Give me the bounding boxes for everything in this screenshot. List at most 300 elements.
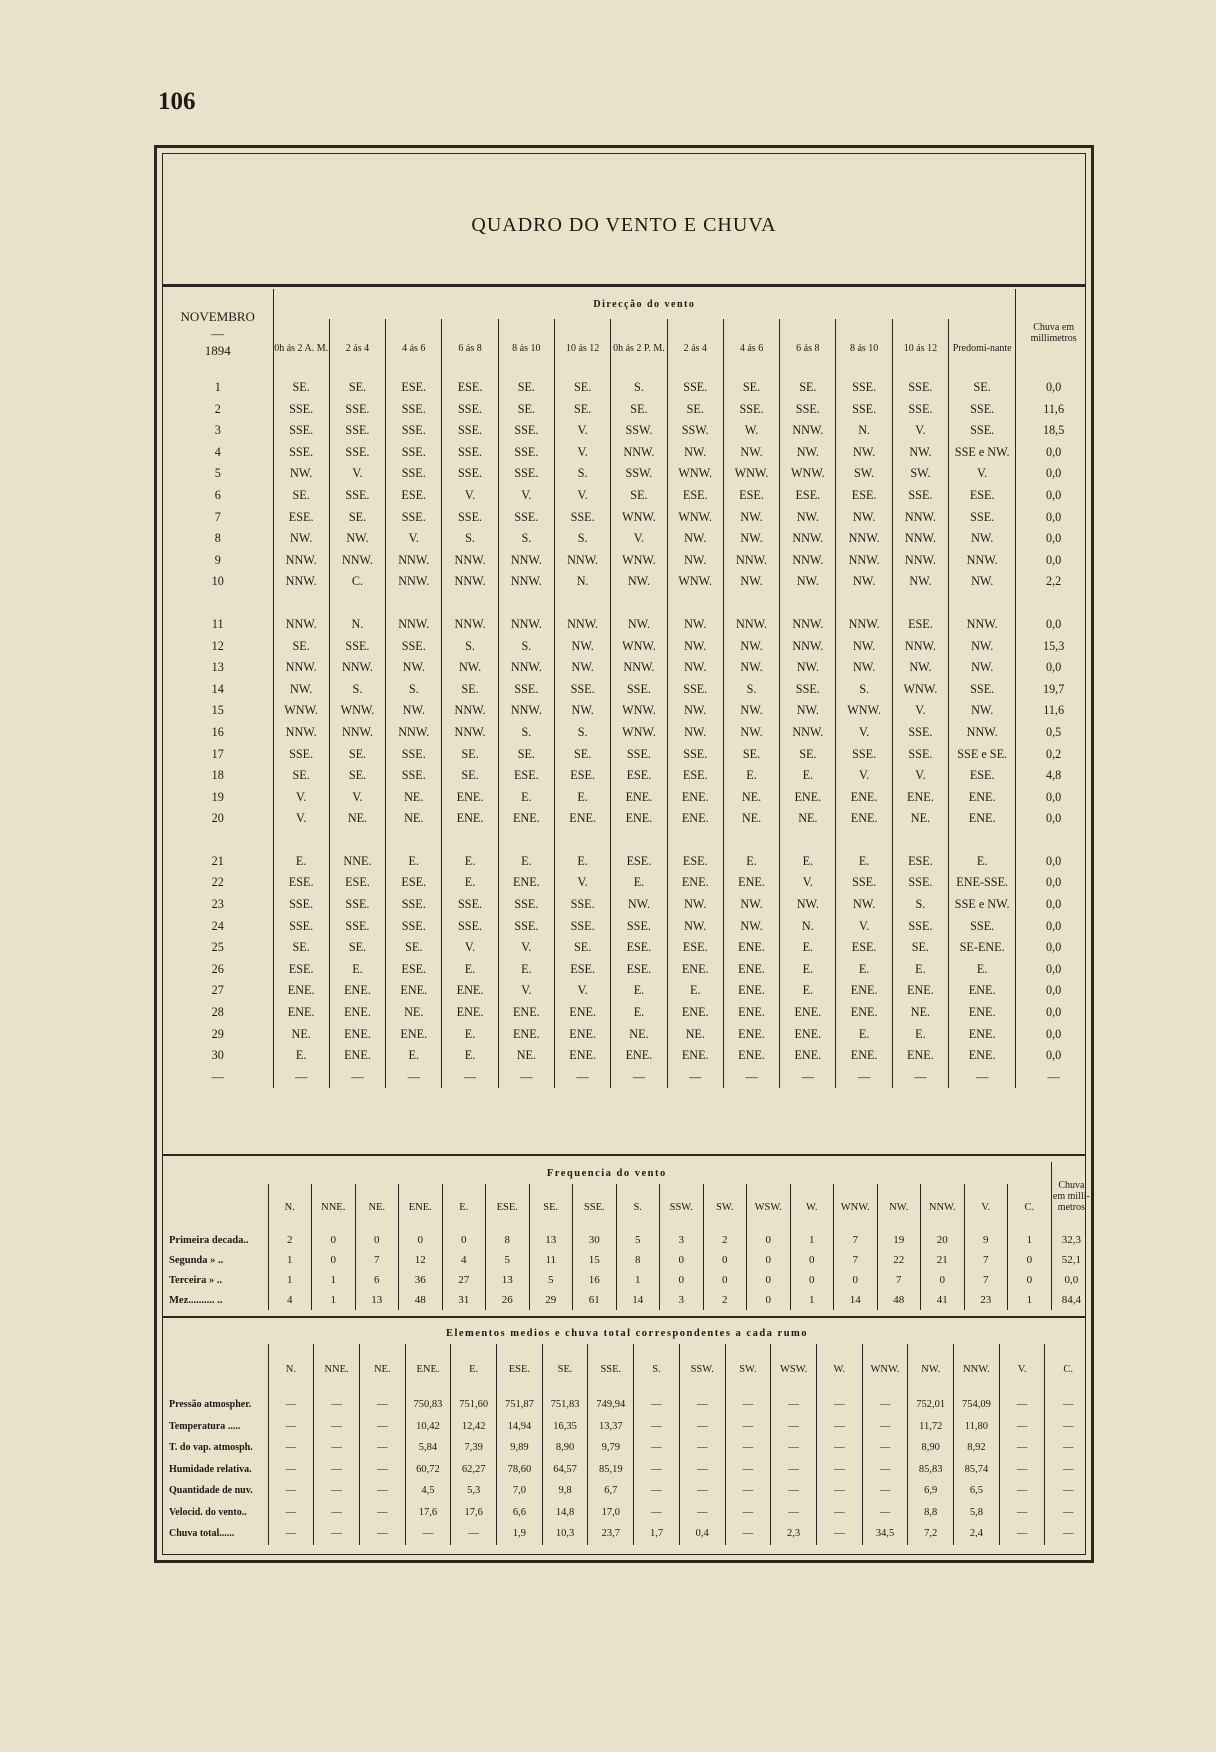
- frequency-cell: 12: [399, 1250, 443, 1270]
- wind-cell: NNW.: [723, 550, 779, 572]
- frequency-cell: 15: [573, 1250, 617, 1270]
- spacer-cell: [892, 593, 948, 614]
- wind-cell: NNE.: [329, 851, 385, 873]
- wind-cell: SE.: [667, 399, 723, 421]
- frequency-cell: 1: [268, 1250, 312, 1270]
- wind-cell: V.: [892, 765, 948, 787]
- wind-cell: NNW.: [386, 722, 442, 744]
- day-cell: 19: [163, 787, 273, 809]
- elements-cell: 10,3: [542, 1523, 588, 1545]
- day-cell: 21: [163, 851, 273, 873]
- wind-cell: SSE.: [386, 442, 442, 464]
- day-cell: 7: [163, 507, 273, 529]
- day-cell: 23: [163, 894, 273, 916]
- predominant-cell: ENE.: [949, 1045, 1016, 1067]
- predominant-cell: SSE e SE.: [949, 744, 1016, 766]
- wind-cell: NNW.: [442, 571, 498, 593]
- wind-cell: ESE.: [273, 959, 329, 981]
- elements-cell: 60,72: [405, 1459, 451, 1481]
- wind-cell: ESE.: [555, 959, 611, 981]
- rain-cell: 19,7: [1016, 679, 1091, 701]
- frequency-cell: 7: [964, 1270, 1008, 1290]
- frequency-cell: 1: [790, 1290, 834, 1310]
- elements-cell: —: [999, 1437, 1045, 1459]
- wind-cell: ENE.: [667, 1002, 723, 1024]
- elements-cell: —: [725, 1459, 771, 1481]
- frequency-direction-header: NNW.: [921, 1184, 965, 1230]
- wind-cell: SSE.: [386, 507, 442, 529]
- frequency-cell: 0: [747, 1270, 791, 1290]
- wind-cell: ENE.: [273, 980, 329, 1002]
- day-cell: 18: [163, 765, 273, 787]
- day-cell: 8: [163, 528, 273, 550]
- wind-cell: NW.: [723, 636, 779, 658]
- frequency-direction-header: SSE.: [573, 1184, 617, 1230]
- wind-cell: E.: [555, 851, 611, 873]
- wind-cell: SE.: [555, 744, 611, 766]
- wind-cell: N.: [836, 420, 892, 442]
- rain-cell: 0,0: [1016, 485, 1091, 507]
- predominant-cell: SSE e NW.: [949, 894, 1016, 916]
- rain-cell: 0,0: [1016, 980, 1091, 1002]
- wind-cell: WNW.: [611, 636, 667, 658]
- frequency-cell: 0: [834, 1270, 878, 1290]
- elements-cell: —: [999, 1394, 1045, 1416]
- wind-cell: V.: [836, 722, 892, 744]
- wind-cell: ENE.: [723, 937, 779, 959]
- frequency-cell: 0: [790, 1250, 834, 1270]
- wind-cell: SSE.: [273, 442, 329, 464]
- page-number: 106: [158, 88, 196, 115]
- day-cell: 28: [163, 1002, 273, 1024]
- elements-cell: —: [816, 1416, 862, 1438]
- day-cell: 6: [163, 485, 273, 507]
- elements-cell: —: [862, 1502, 908, 1524]
- wind-cell: S.: [386, 679, 442, 701]
- wind-cell: NW.: [723, 916, 779, 938]
- elements-cell: —: [816, 1523, 862, 1545]
- wind-cell: ENE.: [836, 787, 892, 809]
- wind-cell: ENE.: [836, 1002, 892, 1024]
- wind-cell: ESE.: [667, 937, 723, 959]
- wind-cell: SE.: [892, 937, 948, 959]
- wind-cell: WNW.: [329, 700, 385, 722]
- day-cell: 17: [163, 744, 273, 766]
- wind-cell: SSE.: [836, 399, 892, 421]
- elements-cell: —: [816, 1502, 862, 1524]
- wind-cell: WNW.: [836, 700, 892, 722]
- frequency-cell: 13: [529, 1230, 573, 1250]
- row-label: Humidade relativa.: [169, 1463, 252, 1475]
- frequency-cell: 2: [703, 1230, 747, 1250]
- elements-cell: 751,87: [497, 1394, 543, 1416]
- elements-direction-header: NE.: [359, 1344, 405, 1394]
- frequency-direction-header: SSW.: [660, 1184, 704, 1230]
- wind-cell: S.: [442, 636, 498, 658]
- day-cell: 20: [163, 808, 273, 830]
- wind-cell: WNW.: [611, 722, 667, 744]
- frequency-cell: 1: [312, 1270, 356, 1290]
- wind-cell: NW.: [780, 571, 836, 593]
- wind-cell: E.: [723, 851, 779, 873]
- time-header: 8 ás 10: [498, 319, 554, 377]
- wind-cell: V.: [386, 528, 442, 550]
- wind-cell: V.: [498, 485, 554, 507]
- wind-cell: SSE.: [892, 377, 948, 399]
- day-cell: 5: [163, 463, 273, 485]
- table-row: [163, 1437, 1091, 1459]
- wind-cell: V.: [555, 420, 611, 442]
- elements-cell: —: [1045, 1437, 1091, 1459]
- wind-cell: NW.: [723, 894, 779, 916]
- day-cell: 26: [163, 959, 273, 981]
- frequency-cell: 0: [921, 1270, 965, 1290]
- wind-cell: NW.: [836, 636, 892, 658]
- rain-cell: 2,2: [1016, 571, 1091, 593]
- wind-cell: NW.: [667, 700, 723, 722]
- table-row: [163, 442, 1091, 464]
- spacer-cell: [1016, 593, 1091, 614]
- elements-body: [163, 1394, 1091, 1545]
- wind-cell: SE.: [555, 937, 611, 959]
- row-label: Terceira » ..: [169, 1274, 223, 1286]
- elements-cell: 6,6: [497, 1502, 543, 1524]
- title-rule: [163, 284, 1085, 287]
- elements-cell: 17,0: [588, 1502, 634, 1524]
- frequency-direction-header: NW.: [877, 1184, 921, 1230]
- wind-cell: SSE.: [836, 872, 892, 894]
- elements-cell: 12,42: [451, 1416, 497, 1438]
- table-row: [163, 851, 1091, 873]
- wind-cell: —: [611, 1067, 667, 1089]
- wind-cell: NW.: [723, 528, 779, 550]
- rain-cell: 0,0: [1016, 550, 1091, 572]
- frequency-direction-header: E.: [442, 1184, 486, 1230]
- wind-cell: NW.: [611, 571, 667, 593]
- elements-direction-header: WNW.: [862, 1344, 908, 1394]
- day-cell: 16: [163, 722, 273, 744]
- wind-cell: NNW.: [780, 550, 836, 572]
- wind-cell: ESE.: [892, 614, 948, 636]
- wind-cell: SE.: [273, 765, 329, 787]
- elements-direction-header: SSE.: [588, 1344, 634, 1394]
- wind-cell: SSE.: [386, 636, 442, 658]
- wind-cell: NNW.: [555, 614, 611, 636]
- wind-cell: SSE.: [273, 916, 329, 938]
- frequency-cell: 14: [616, 1290, 660, 1310]
- elements-cell: —: [816, 1459, 862, 1481]
- wind-cell: S.: [892, 894, 948, 916]
- wind-cell: ESE.: [836, 485, 892, 507]
- frequency-cell: 11: [529, 1250, 573, 1270]
- wind-cell: E.: [723, 765, 779, 787]
- wind-cell: SSE.: [386, 894, 442, 916]
- row-label: T. do vap. atmosph.: [169, 1442, 253, 1454]
- wind-cell: V.: [498, 980, 554, 1002]
- wind-cell: NE.: [386, 808, 442, 830]
- wind-cell: NW.: [273, 528, 329, 550]
- frequency-cell: 3: [660, 1290, 704, 1310]
- spacer-cell: [442, 593, 498, 614]
- predominant-cell: NW.: [949, 657, 1016, 679]
- wind-cell: NNW.: [442, 700, 498, 722]
- wind-cell: ENE.: [667, 787, 723, 809]
- elements-cell: —: [862, 1480, 908, 1502]
- wind-cell: NNW.: [892, 636, 948, 658]
- wind-cell: SSE.: [498, 463, 554, 485]
- elements-cell: 9,8: [542, 1480, 588, 1502]
- wind-cell: NE.: [892, 1002, 948, 1024]
- wind-cell: ESE.: [667, 851, 723, 873]
- wind-cell: WNW.: [723, 463, 779, 485]
- elements-title: Elementos medios e chuva total correspondentes a cada rumo: [445, 1327, 809, 1339]
- wind-cell: NE.: [611, 1024, 667, 1046]
- wind-cell: —: [892, 1067, 948, 1089]
- row-label: Quantidade de nuv.: [169, 1485, 253, 1497]
- wind-cell: NW.: [836, 571, 892, 593]
- predominant-cell: ENE.: [949, 980, 1016, 1002]
- frequency-cell: 7: [877, 1270, 921, 1290]
- elements-header-row: [163, 1344, 1091, 1394]
- month-label: NOVEMBRO: [180, 308, 255, 324]
- elements-cell: 5,84: [405, 1437, 451, 1459]
- frequency-direction-header: WSW.: [747, 1184, 791, 1230]
- spacer-cell: [273, 593, 329, 614]
- elements-direction-header: WSW.: [771, 1344, 817, 1394]
- table-row: [163, 1045, 1091, 1067]
- table-row: [163, 1459, 1091, 1481]
- frequency-cell: 0: [703, 1270, 747, 1290]
- predominant-cell: ENE.: [949, 787, 1016, 809]
- frequency-direction-header: SE.: [529, 1184, 573, 1230]
- wind-cell: SSE.: [892, 399, 948, 421]
- elements-cell: —: [314, 1523, 360, 1545]
- wind-cell: NNW.: [442, 722, 498, 744]
- wind-cell: ENE.: [442, 980, 498, 1002]
- predominant-cell: ENE.: [949, 808, 1016, 830]
- wind-cell: SE.: [498, 744, 554, 766]
- frequency-label-header: [163, 1184, 268, 1230]
- frequency-direction-header: ENE.: [399, 1184, 443, 1230]
- wind-cell: SSE.: [329, 894, 385, 916]
- wind-cell: NNW.: [780, 636, 836, 658]
- wind-cell: SW.: [836, 463, 892, 485]
- frequency-cell: 0: [442, 1230, 486, 1250]
- wind-cell: S.: [555, 463, 611, 485]
- wind-cell: E.: [836, 851, 892, 873]
- wind-cell: ESE.: [442, 377, 498, 399]
- wind-cell: SE.: [498, 377, 554, 399]
- spacer-cell: [386, 593, 442, 614]
- rain-cell: 0,0: [1016, 808, 1091, 830]
- wind-cell: NNW.: [892, 550, 948, 572]
- day-cell: 25: [163, 937, 273, 959]
- wind-cell: NNW.: [498, 550, 554, 572]
- elements-cell: —: [1045, 1523, 1091, 1545]
- elements-cell: —: [314, 1394, 360, 1416]
- elements-cell: —: [862, 1437, 908, 1459]
- frequency-cell: 1: [1008, 1230, 1052, 1250]
- wind-cell: SE.: [498, 399, 554, 421]
- elements-cell: —: [725, 1394, 771, 1416]
- rain-cell: 0,0: [1016, 463, 1091, 485]
- time-header: 6 ás 8: [442, 319, 498, 377]
- spacer-cell: [329, 593, 385, 614]
- wind-cell: SSE.: [273, 399, 329, 421]
- wind-cell: ESE.: [667, 485, 723, 507]
- elements-cell: 9,89: [497, 1437, 543, 1459]
- wind-cell: SSE.: [836, 377, 892, 399]
- spacer-cell: [723, 593, 779, 614]
- spacer-cell: [611, 830, 667, 851]
- elements-cell: 14,94: [497, 1416, 543, 1438]
- wind-cell: NW.: [611, 894, 667, 916]
- frequency-cell: 0: [747, 1290, 791, 1310]
- wind-cell: V.: [555, 872, 611, 894]
- wind-cell: SSE.: [273, 894, 329, 916]
- rain-cell: 0,0: [1016, 1002, 1091, 1024]
- spacer-cell: [667, 830, 723, 851]
- wind-cell: SSE.: [329, 636, 385, 658]
- table-row: [163, 700, 1091, 722]
- wind-cell: E.: [329, 959, 385, 981]
- frequency-cell: 27: [442, 1270, 486, 1290]
- wind-cell: E.: [836, 959, 892, 981]
- elements-cell: 1,9: [497, 1523, 543, 1545]
- frequency-cell: 0: [747, 1230, 791, 1250]
- frequency-cell: 1: [312, 1290, 356, 1310]
- elements-cell: 6,5: [954, 1480, 1000, 1502]
- elements-cell: —: [359, 1502, 405, 1524]
- spacer-cell: [498, 593, 554, 614]
- wind-cell: NNW.: [273, 657, 329, 679]
- rain-cell: 0,0: [1016, 528, 1091, 550]
- wind-cell: N.: [555, 571, 611, 593]
- elements-cell: 85,74: [954, 1459, 1000, 1481]
- rain-cell: 15,3: [1016, 636, 1091, 658]
- frequency-cell: 5: [529, 1270, 573, 1290]
- wind-cell: NNW.: [780, 614, 836, 636]
- wind-cell: SE.: [329, 937, 385, 959]
- wind-cell: SSE.: [386, 399, 442, 421]
- wind-cell: ENE.: [667, 1045, 723, 1067]
- wind-cell: ENE.: [442, 787, 498, 809]
- day-cell: 11: [163, 614, 273, 636]
- frequency-cell: 16: [573, 1270, 617, 1290]
- frequency-direction-header: N.: [268, 1184, 312, 1230]
- elements-cell: —: [314, 1437, 360, 1459]
- wind-cell: SSE.: [386, 744, 442, 766]
- spacer-cell: [555, 830, 611, 851]
- frequency-cell: 7: [834, 1230, 878, 1250]
- elements-cell: 13,37: [588, 1416, 634, 1438]
- time-header: 0h ás 2 A. M.: [273, 319, 329, 377]
- spacer-cell: [723, 830, 779, 851]
- wind-cell: V.: [329, 787, 385, 809]
- wind-cell: SSE.: [442, 442, 498, 464]
- wind-cell: ENE.: [442, 808, 498, 830]
- wind-cell: ESE.: [386, 377, 442, 399]
- wind-cell: WNW.: [667, 507, 723, 529]
- elements-cell: 4,5: [405, 1480, 451, 1502]
- elements-cell: 85,83: [908, 1459, 954, 1481]
- page-title: QUADRO DO VENTO E CHUVA: [471, 214, 777, 236]
- wind-cell: ENE.: [329, 1002, 385, 1024]
- elements-cell: 64,57: [542, 1459, 588, 1481]
- wind-cell: V.: [836, 765, 892, 787]
- wind-cell: E.: [442, 851, 498, 873]
- table-row: [163, 722, 1091, 744]
- wind-cell: SE.: [611, 485, 667, 507]
- wind-cell: V.: [892, 700, 948, 722]
- frequency-direction-header: ESE.: [486, 1184, 530, 1230]
- elements-cell: —: [725, 1416, 771, 1438]
- frequency-direction-header: C.: [1008, 1184, 1052, 1230]
- wind-cell: SSW.: [667, 420, 723, 442]
- spacer-cell: [667, 593, 723, 614]
- spacer-row: [163, 593, 1091, 614]
- wind-cell: ENE.: [892, 980, 948, 1002]
- wind-cell: SSE.: [498, 420, 554, 442]
- spacer-cell: [892, 830, 948, 851]
- frequency-direction-header: NE.: [355, 1184, 399, 1230]
- spacer-cell: [163, 593, 273, 614]
- elements-cell: —: [679, 1416, 725, 1438]
- rain-cell: 0,0: [1016, 872, 1091, 894]
- wind-cell: NW.: [836, 442, 892, 464]
- predominant-cell: ENE.: [949, 1002, 1016, 1024]
- elements-cell: —: [359, 1523, 405, 1545]
- frequency-cell: 7: [355, 1250, 399, 1270]
- wind-cell: NNW.: [329, 657, 385, 679]
- elements-cell: —: [999, 1416, 1045, 1438]
- wind-cell: NNW.: [386, 614, 442, 636]
- elements-cell: —: [359, 1394, 405, 1416]
- rain-cell: 0,0: [1016, 787, 1091, 809]
- elements-cell: 16,35: [542, 1416, 588, 1438]
- wind-cell: ESE.: [611, 765, 667, 787]
- predominant-cell: ENE.: [949, 1024, 1016, 1046]
- elements-direction-header: V.: [999, 1344, 1045, 1394]
- time-header: 10 ás 12: [892, 319, 948, 377]
- wind-cell: SE.: [273, 636, 329, 658]
- wind-cell: NW.: [892, 657, 948, 679]
- frequency-cell: 1: [1008, 1290, 1052, 1310]
- day-cell: 13: [163, 657, 273, 679]
- wind-cell: SSE.: [273, 744, 329, 766]
- elements-cell: —: [634, 1502, 680, 1524]
- frequency-cell: 5: [616, 1230, 660, 1250]
- wind-cell: ENE.: [329, 980, 385, 1002]
- wind-cell: NW.: [667, 614, 723, 636]
- frequency-cell: 21: [921, 1250, 965, 1270]
- frequency-direction-header: NNE.: [312, 1184, 356, 1230]
- wind-cell: E.: [386, 851, 442, 873]
- frequency-cell: 9: [964, 1230, 1008, 1250]
- wind-cell: SSE.: [836, 744, 892, 766]
- wind-cell: NNW.: [329, 550, 385, 572]
- elements-cell: 751,83: [542, 1394, 588, 1416]
- frequency-cell: 0: [703, 1250, 747, 1270]
- rain-cell: 18,5: [1016, 420, 1091, 442]
- elements-cell: —: [634, 1437, 680, 1459]
- wind-cell: SE.: [780, 744, 836, 766]
- frequency-header-row: [163, 1184, 1091, 1230]
- time-header: 0h ás 2 P. M.: [611, 319, 667, 377]
- wind-cell: NW.: [780, 442, 836, 464]
- predominant-cell: ESE.: [949, 485, 1016, 507]
- rain-cell: 0,0: [1016, 1024, 1091, 1046]
